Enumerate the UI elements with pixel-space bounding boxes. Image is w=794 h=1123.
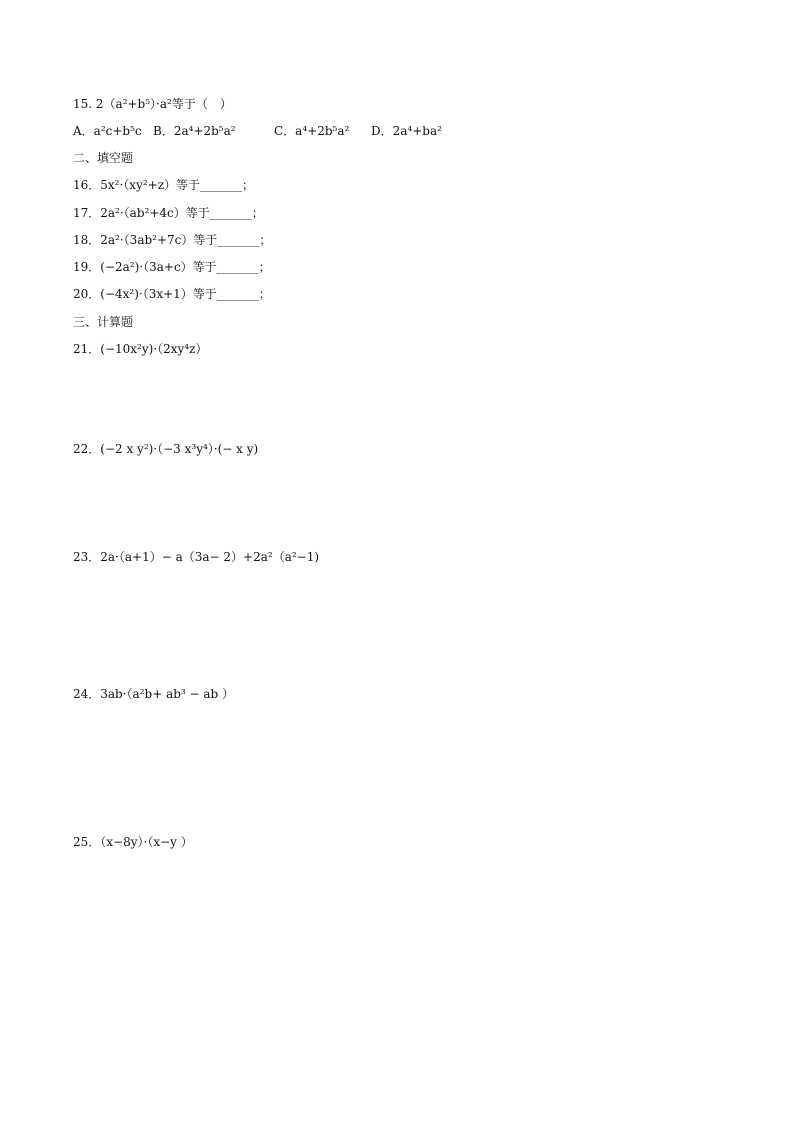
option-d: D．2a⁴+ba² — [371, 124, 442, 138]
question-17: 17．2a²·（ab²+4c）等于_______； — [73, 206, 264, 220]
question-22: 22．(−2 x y²)·（−3 x³y⁴）·(− x y) — [73, 442, 259, 456]
question-20: 20．(−4x²)·（3x+1）等于_______； — [73, 287, 271, 301]
option-b: B．2a⁴+2b⁵a² — [153, 124, 236, 138]
question-19: 19．(−2a²)·（3a+c）等于_______； — [73, 260, 271, 274]
question-25: 25．（x−8y）·（x−y ） — [73, 835, 193, 849]
question-21: 21．(−10x²y)·（2xy⁴z） — [73, 342, 208, 356]
option-c: C．a⁴+2b⁵a² — [274, 124, 350, 138]
question-15-stem: 15. 2（a²+b⁵）·a²等于（ ） — [73, 97, 232, 111]
section-2-title: 二、填空题 — [73, 151, 134, 165]
option-a: A．a²c+b⁵c — [73, 124, 142, 138]
question-15-options — [73, 123, 442, 139]
question-23: 23．2a·（a+1）− a（3a− 2）+2a²（a²−1) — [73, 550, 320, 564]
question-18: 18．2a²·（3ab²+7c）等于_______； — [73, 233, 272, 247]
question-16: 16．5x²·（xy²+z）等于_______； — [73, 178, 255, 192]
section-3-title: 三、计算题 — [73, 315, 134, 329]
question-24: 24．3ab·（a²b+ ab³ − ab ） — [73, 687, 235, 701]
